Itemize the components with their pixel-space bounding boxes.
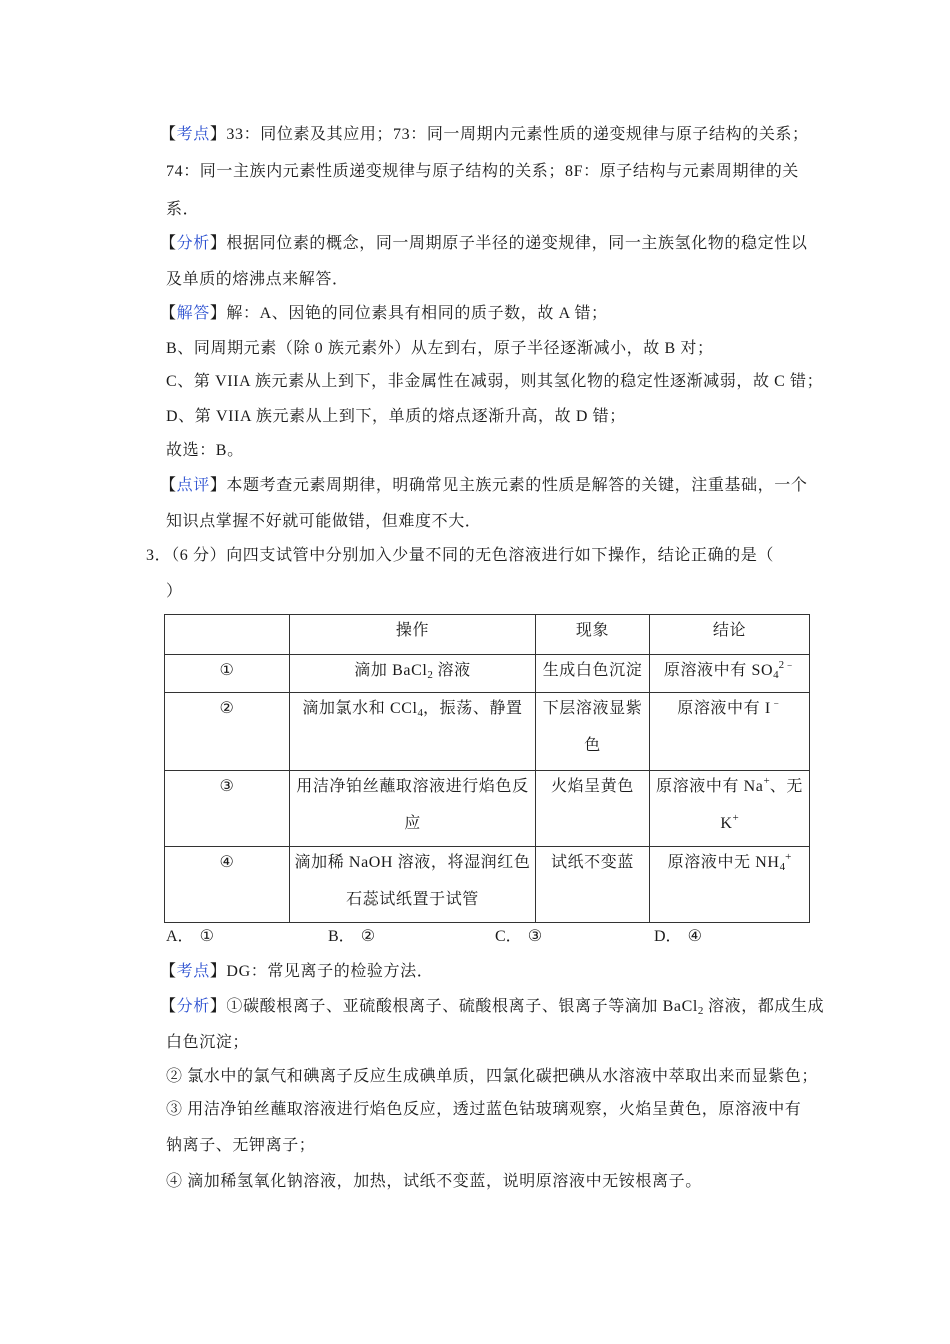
option-value: ② [360, 928, 376, 945]
row-conclusion [650, 771, 810, 847]
q2-jieda-line-2: B、同周期元素（除 0 族元素外）从左到右，原子半径逐渐减小，故 B 对； [166, 340, 714, 357]
superscript: ﹣ [770, 697, 782, 709]
subscript: 4 [779, 861, 786, 873]
table-row [165, 847, 810, 923]
option-a [166, 926, 214, 948]
superscript: 2﹣ [778, 659, 796, 671]
row-phenomenon-text: 火焰呈黄色 [550, 778, 634, 795]
row-conclusion [650, 693, 810, 771]
row-phenomenon-text [540, 690, 645, 764]
q3-table [164, 614, 810, 923]
kaodian-text: DG：常见离子的检验方法． [226, 963, 434, 980]
operation-part: 滴加氯水和 CCl [302, 700, 418, 717]
fenxi-text: ①碳酸根离子、亚硫酸根离子、硫酸根离子、银离子等滴加 BaCl [226, 998, 698, 1015]
q3-fenxi-line-6: ④ 滴加稀氢氧化钠溶液，加热，试纸不变蓝，说明原溶液中无铵根离子。 [166, 1173, 702, 1190]
q2-fenxi-line-1 [160, 233, 807, 255]
row-conclusion-text [654, 768, 805, 842]
bracket-close: 】 [209, 235, 227, 252]
row-operation-text [294, 844, 531, 918]
row-phenomenon [536, 847, 650, 923]
operation-part: 滴加 BaCl [354, 662, 428, 679]
fenxi-text: 根据同位素的概念，同一周期原子半径的递变规律，同一主族氢化物的稳定性以 [226, 235, 808, 252]
option-c [495, 926, 542, 948]
row-operation [290, 771, 536, 847]
kaodian-label: 考点 [176, 126, 210, 143]
bracket-open: 【 [160, 477, 177, 494]
kaodian-text: 33：同位素及其应用；73：同一周期内元素性质的递变规律与原子结构的关系； [226, 126, 809, 143]
bracket-open: 【 [160, 963, 177, 980]
row-conclusion [650, 655, 810, 693]
option-d [654, 926, 702, 948]
row-operation-text [294, 690, 531, 727]
header-phenomenon-text: 现象 [575, 622, 610, 639]
row-conclusion [650, 847, 810, 923]
row-conclusion-text [654, 844, 805, 881]
row-operation [290, 693, 536, 771]
q2-fenxi-line-2: 及单质的熔沸点来解答． [166, 271, 349, 288]
table-row [165, 693, 810, 771]
conclusion-part: 原溶液中无 NH [667, 854, 780, 871]
row-phenomenon [536, 693, 650, 771]
jieda-text: 解：A、因铯的同位素具有相同的质子数，故 A 错； [226, 305, 608, 322]
conclusion-part: K [720, 815, 733, 832]
subscript: 2 [697, 1005, 704, 1017]
q2-jieda-line-4: D、第 VIIA 族元素从上到下，单质的熔点逐渐升高，故 D 错； [166, 408, 626, 425]
header-conclusion [650, 615, 810, 655]
operation-line: 应 [404, 815, 421, 832]
q3-stem-line-1: 3．（6 分）向四支试管中分别加入少量不同的无色溶液进行如下操作，结论正确的是（ [146, 547, 775, 564]
option-letter: B． [328, 928, 355, 945]
row-operation [290, 847, 536, 923]
header-operation-text: 操作 [395, 622, 430, 639]
fenxi-label: 分析 [176, 998, 210, 1015]
q2-dianping-line-1 [160, 475, 807, 497]
row-index-text: ② [219, 700, 235, 717]
jieda-label: 解答 [176, 305, 210, 322]
bracket-open: 【 [160, 305, 177, 322]
q3-fenxi-line-3: ② 氯水中的氯气和碘离子反应生成碘单质，四氯化碳把碘从水溶液中萃取出来而显紫色； [166, 1068, 819, 1085]
row-operation-text [294, 652, 531, 689]
option-b [328, 926, 375, 948]
subscript: 4 [417, 707, 424, 719]
conclusion-part: 原溶液中有 Na [656, 778, 764, 795]
bracket-close: 】 [209, 305, 227, 322]
bracket-close: 】 [209, 998, 227, 1015]
superscript: + [785, 851, 792, 863]
option-letter: D． [654, 928, 682, 945]
row-phenomenon [536, 771, 650, 847]
option-letter: C． [495, 928, 522, 945]
operation-part: ，振荡、静置 [423, 700, 523, 717]
operation-part: 溶液 [432, 662, 471, 679]
bracket-open: 【 [160, 126, 177, 143]
header-phenomenon [536, 615, 650, 655]
subscript: 2 [427, 669, 433, 681]
superscript: + [763, 775, 770, 787]
bracket-open: 【 [160, 998, 177, 1015]
row-index [165, 847, 290, 923]
q3-fenxi-line-1 [160, 996, 824, 1018]
table-row [165, 771, 810, 847]
kaodian-label: 考点 [176, 963, 210, 980]
q3-stem-line-2: ） [166, 583, 183, 600]
q2-kaodian-line-1 [160, 124, 809, 146]
phenomenon-line: 下层溶液显紫 [542, 700, 643, 717]
header-operation [290, 615, 536, 655]
operation-line: 用洁净铂丝蘸取溶液进行焰色反 [296, 778, 529, 795]
row-phenomenon-text: 生成白色沉淀 [542, 662, 643, 679]
table-row [165, 655, 810, 693]
subscript: 4 [773, 669, 779, 681]
row-operation-text [294, 768, 531, 842]
row-index-text: ④ [219, 854, 235, 871]
q3-kaodian-line-1 [160, 961, 433, 983]
q2-kaodian-line-3: 系． [166, 201, 200, 218]
q2-jieda-line-3: C、第 VIIA 族元素从上到下，非金属性在减弱，则其氢化物的稳定性逐渐减弱，故 C 错； [166, 373, 824, 390]
dianping-text: 本题考查元素周期律，明确常见主族元素的性质是解答的关键，注重基础，一个 [226, 477, 808, 494]
bracket-close: 】 [209, 126, 227, 143]
q2-kaodian-line-2: 74：同一主族内元素性质递变规律与原子结构的关系；8F：原子结构与元素周期律的关 [166, 163, 799, 180]
header-blank [165, 615, 290, 655]
option-value: ③ [527, 928, 543, 945]
row-index [165, 693, 290, 771]
option-value: ④ [687, 928, 702, 945]
row-index [165, 655, 290, 693]
bracket-open: 【 [160, 235, 177, 252]
q2-jieda-line-1 [160, 303, 608, 325]
conclusion-part: 、无 [769, 778, 803, 795]
row-index-text: ① [219, 662, 235, 679]
bracket-close: 】 [209, 963, 227, 980]
operation-line: 滴加稀 NaOH 溶液，将湿润红色 [294, 854, 531, 871]
row-conclusion-text [654, 652, 805, 689]
row-index [165, 771, 290, 847]
table-header-row [165, 615, 810, 655]
row-index-text: ③ [219, 778, 235, 795]
q3-fenxi-line-2: 白色沉淀； [166, 1034, 250, 1051]
q2-answer-line: 故选：B。 [166, 442, 244, 459]
superscript: + [732, 812, 739, 824]
row-phenomenon-text: 试纸不变蓝 [550, 854, 634, 871]
conclusion-part: 原溶液中有 I [677, 700, 771, 717]
header-conclusion-text: 结论 [712, 622, 747, 639]
dianping-label: 点评 [176, 477, 210, 494]
operation-line: 石蕊试纸置于试管 [346, 891, 479, 908]
bracket-close: 】 [209, 477, 227, 494]
row-operation [290, 655, 536, 693]
conclusion-part: 原溶液中有 SO [663, 662, 774, 679]
q3-fenxi-line-4: ③ 用洁净铂丝蘸取溶液进行焰色反应，透过蓝色钴玻璃观察，火焰呈黄色，原溶液中有 [166, 1101, 802, 1118]
q3-fenxi-line-5: 钠离子、无钾离子； [166, 1137, 316, 1154]
fenxi-label: 分析 [176, 235, 210, 252]
q2-dianping-line-2: 知识点掌握不好就可能做错，但难度不大． [166, 513, 482, 530]
fenxi-text: 溶液，都成生成 [703, 998, 825, 1015]
option-letter: A． [166, 928, 194, 945]
row-phenomenon [536, 655, 650, 693]
option-value: ① [199, 928, 214, 945]
row-conclusion-text [654, 690, 805, 727]
phenomenon-line: 色 [584, 737, 601, 754]
